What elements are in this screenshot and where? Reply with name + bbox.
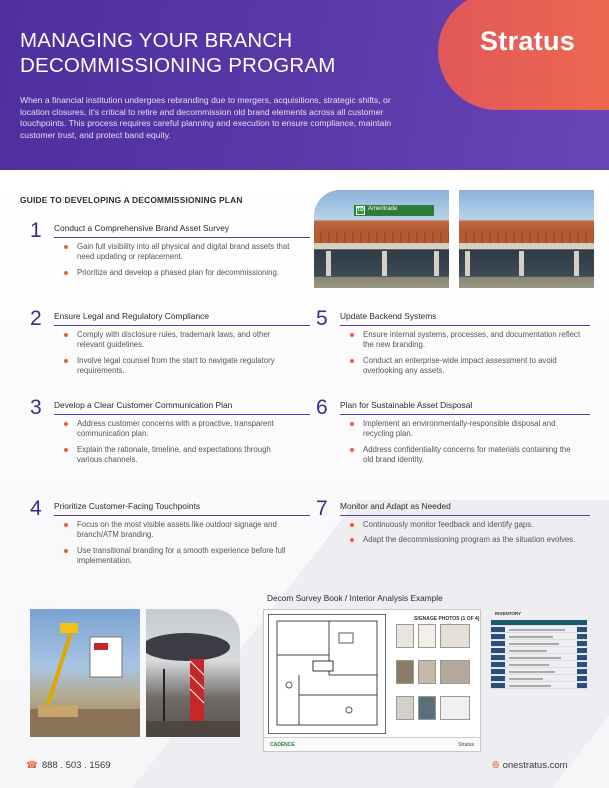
- pillar: [465, 251, 470, 277]
- signage-photo: [418, 660, 436, 684]
- phone-icon: ☎: [26, 760, 38, 771]
- step-title: Prioritize Customer-Facing Touchpoints: [54, 501, 310, 516]
- step-bullets: [350, 330, 582, 382]
- pillar: [326, 251, 331, 277]
- signage-photo: [396, 660, 414, 684]
- footer-phone[interactable]: [26, 760, 111, 771]
- step-bullets: [64, 419, 294, 471]
- bullet: Conduct an enterprise-wide impact assessment to avoid overlooking any assets.: [350, 356, 582, 377]
- awning: [314, 231, 449, 243]
- phone-number: 888 . 503 . 1569: [41, 760, 111, 771]
- stratus-logo-small: Stratus: [458, 742, 474, 748]
- inventory-row: [491, 676, 587, 682]
- bullet: Continuously monitor feedback and identify gaps.: [350, 520, 590, 530]
- signage-photo: [418, 624, 436, 648]
- step-title: Conduct a Comprehensive Brand Asset Survey: [54, 223, 310, 238]
- signage-photo: [440, 660, 470, 684]
- signage-photo: [396, 624, 414, 648]
- inventory-row: [491, 655, 587, 661]
- td-sign-name: Ameritrade: [368, 206, 398, 212]
- step-number: 4: [30, 497, 42, 520]
- step-bullets: [350, 520, 590, 551]
- step-number: 5: [316, 307, 328, 330]
- bullet: Address confidentiality concerns for materials containing the old brand identity.: [350, 445, 582, 466]
- website-link: onestratus.com: [502, 760, 568, 771]
- step-title: Monitor and Adapt as Needed: [340, 501, 590, 516]
- bullet: Ensure internal systems, processes, and documentation reflect the new branding.: [350, 330, 582, 351]
- survey-book-example: [263, 609, 481, 752]
- storefront-photo-after: [459, 190, 594, 288]
- td-sign: [354, 205, 434, 216]
- step-bullets: [64, 242, 294, 283]
- pillar: [519, 251, 524, 277]
- construction-scene: [30, 609, 140, 737]
- inventory-row: [491, 648, 587, 654]
- bullet: Comply with disclosure rules, trademark laws, and other relevant guidelines.: [64, 330, 294, 351]
- bullet: Gain full visibility into all physical and digital brand assets that need updating or replacement.: [64, 242, 294, 263]
- inventory-row: [491, 662, 587, 668]
- signage-photo: [396, 696, 414, 720]
- floorplan-drawing: [269, 615, 385, 733]
- inventory-row: [491, 641, 587, 647]
- inventory-header-row: [491, 620, 587, 626]
- signage-photo: [440, 624, 470, 648]
- step-number: 7: [316, 497, 328, 520]
- inventory-row: [491, 627, 587, 633]
- survey-footer: [264, 737, 480, 751]
- awning: [459, 231, 594, 243]
- client-logo: CADENCE: [270, 742, 295, 748]
- brand-logo: Stratus: [480, 26, 576, 56]
- signage-photo: [418, 696, 436, 720]
- storefront-photo-before: [314, 190, 449, 288]
- td-sign-box: TD: [357, 207, 364, 213]
- step-title: Update Backend Systems: [340, 311, 590, 326]
- header-banner: [0, 0, 609, 170]
- step-bullets: [350, 419, 582, 471]
- step-number: 1: [30, 219, 42, 242]
- inventory-title: INVENTORY: [495, 611, 522, 616]
- step-number: 6: [316, 396, 328, 419]
- pillar: [382, 251, 387, 277]
- step-number: 2: [30, 307, 42, 330]
- signage-title: SIGNAGE PHOTOS (1 OF 4): [414, 616, 480, 622]
- bullet: Prioritize and develop a phased plan for decommissioning.: [64, 268, 294, 278]
- bullet: Focus on the most visible assets like outdoor signage and branch/ATM branding.: [64, 520, 294, 541]
- bullet: Involve legal counsel from the start to navigate regulatory requirements.: [64, 356, 294, 377]
- crane-scene: [146, 609, 240, 737]
- step-number: 3: [30, 396, 42, 419]
- inventory-row: [491, 669, 587, 675]
- bullet: Adapt the decommissioning program as the situation evolves.: [350, 535, 590, 545]
- bullet: Address customer concerns with a proactive, transparent communication plan.: [64, 419, 294, 440]
- inventory-table: [491, 611, 587, 689]
- signage-photo: [440, 696, 470, 720]
- footer-website[interactable]: [492, 760, 568, 771]
- bullet: Explain the rationale, timeline, and expectations through various channels.: [64, 445, 294, 466]
- step-title: Develop a Clear Customer Communication Plan: [54, 400, 310, 415]
- construction-photo-lift: [30, 609, 140, 737]
- inventory-row: [491, 683, 587, 689]
- globe-icon: 🌐︎: [492, 760, 500, 771]
- floorplan: [268, 614, 386, 734]
- pillar: [574, 251, 579, 277]
- guide-title: GUIDE TO DEVELOPING A DECOMMISSIONING PLAN: [20, 195, 243, 205]
- step-bullets: [64, 520, 294, 572]
- pillar: [434, 251, 439, 277]
- page-title: MANAGING YOUR BRANCH DECOMMISSIONING PROGRAM: [20, 29, 336, 77]
- bullet: Implement an environmentally-responsible disposal and recycling plan.: [350, 419, 582, 440]
- intro-text: When a financial institution undergoes rebranding due to mergers, acquisitions, strategic shifts, or location closures, it's critical to retire and decommission old brand elements across all customer touchpoints. This process requires careful planning and execution to ensure compliance, maintain customer trust, and protect band equity.: [20, 95, 392, 140]
- step-title: Plan for Sustainable Asset Disposal: [340, 400, 590, 415]
- step-bullets: [64, 330, 294, 382]
- inventory-row: [491, 634, 587, 640]
- construction-photo-crane: [146, 609, 240, 737]
- bullet: Use transitional branding for a smooth experience before full implementation.: [64, 546, 294, 567]
- survey-title: Decom Survey Book / Interior Analysis Example: [267, 593, 443, 603]
- step-title: Ensure Legal and Regulatory Compliance: [54, 311, 310, 326]
